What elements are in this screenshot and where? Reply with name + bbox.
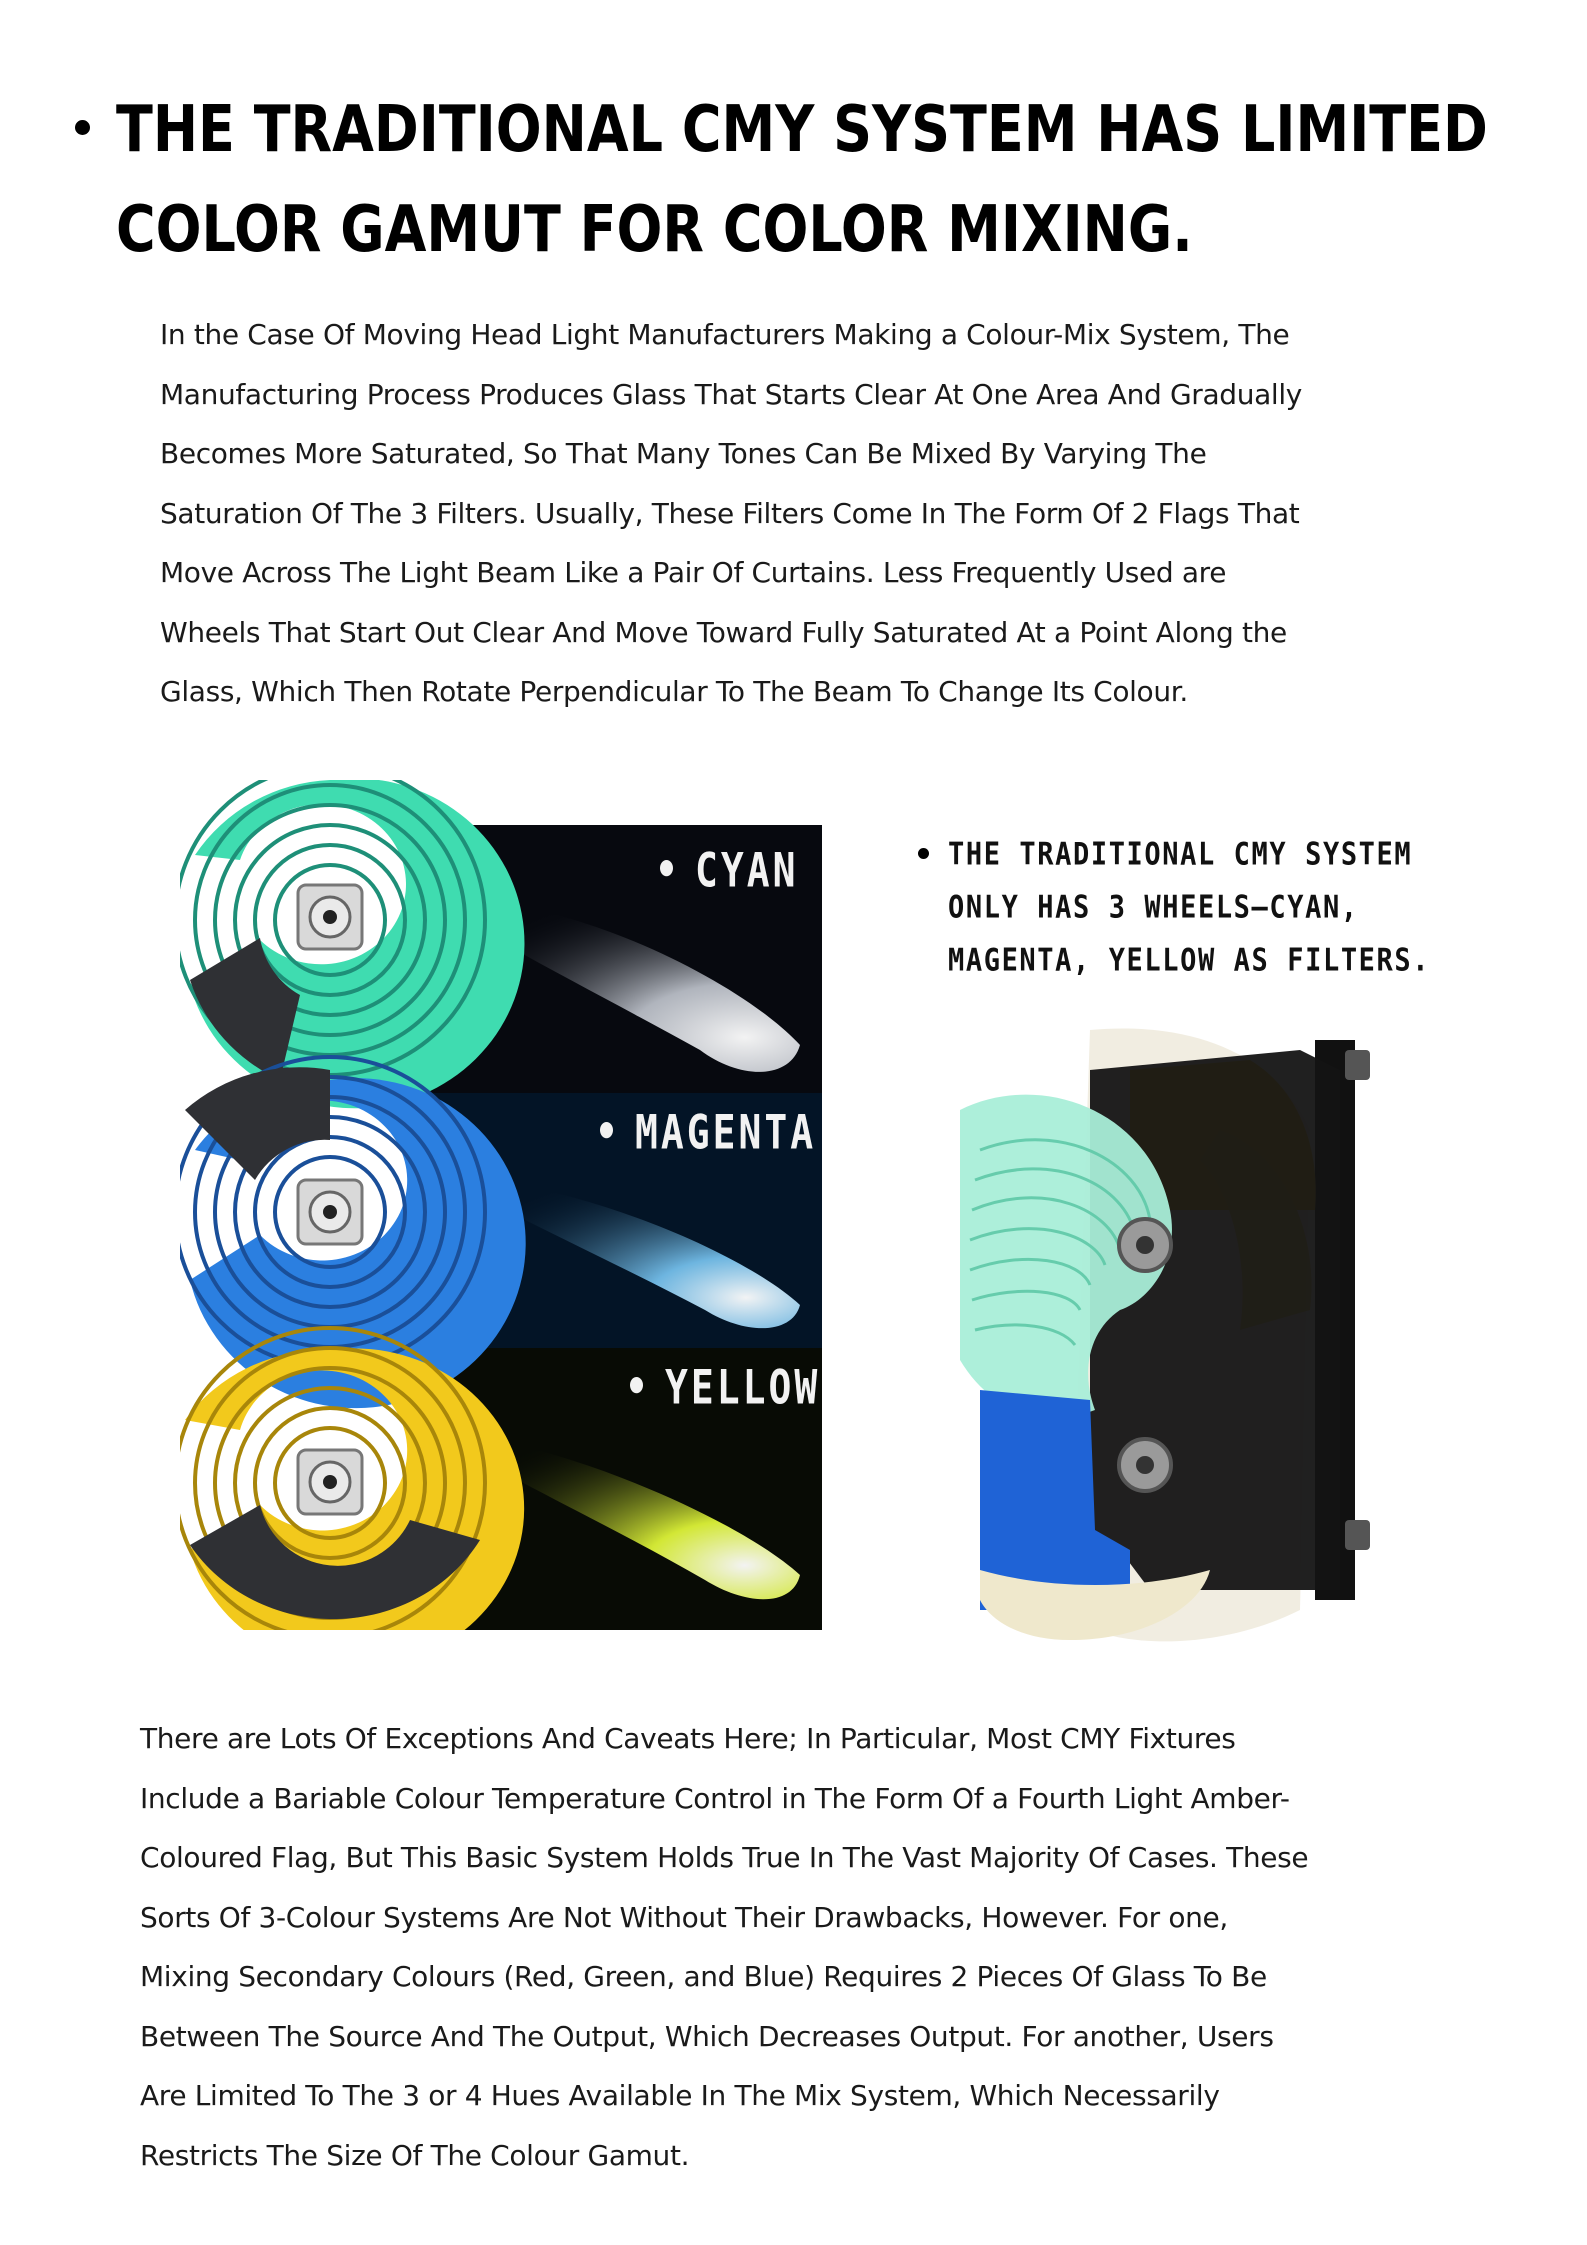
heading-line-2: COLOR GAMUT FOR COLOR MIXING. <box>116 192 1193 267</box>
side-note-line-1: THE TRADITIONAL CMY SYSTEM <box>948 836 1413 873</box>
page-heading <box>70 80 1488 280</box>
caveats-paragraph <box>140 1709 1308 2185</box>
paragraph-line: Sorts Of 3-Colour Systems Are Not Without Their Drawbacks, However. For one, <box>140 1900 1228 1934</box>
paragraph-line: There are Lots Of Exceptions And Caveats Here; In Particular, Most CMY Fixtures <box>140 1722 1236 1755</box>
thumbscrew-bottom <box>1345 1520 1370 1550</box>
thumbscrew-top <box>1345 1050 1370 1080</box>
bullet-dot <box>75 120 90 135</box>
cmy-wheels-figure <box>180 780 830 1630</box>
side-note-line-2: ONLY HAS 3 WHEELS—CYAN, <box>948 889 1359 926</box>
side-note-line-3: MAGENTA, YELLOW AS FILTERS. <box>948 942 1431 979</box>
heading-line-1: THE TRADITIONAL CMY SYSTEM HAS LIMITED <box>116 92 1488 167</box>
paragraph-line: Are Limited To The 3 or 4 Hues Available In The Mix System, Which Necessarily <box>140 2079 1220 2112</box>
label-yellow-text: YELLOW <box>665 1359 821 1415</box>
label-magenta <box>600 1105 816 1160</box>
side-note <box>918 828 1438 987</box>
wheels-illustration <box>180 780 830 1630</box>
label-cyan <box>660 843 799 898</box>
paragraph-line: Coloured Flag, But This Basic System Holds True In The Vast Majority Of Cases. These <box>140 1841 1309 1874</box>
label-yellow <box>630 1360 820 1415</box>
cmy-module-illustration <box>920 1010 1420 1650</box>
cmy-module-photo <box>920 1010 1420 1650</box>
paragraph-line: Saturation Of The 3 Filters. Usually, These Filters Come In The Form Of 2 Flags That <box>160 496 1300 530</box>
paragraph-line: Include a Bariable Colour Temperature Control in The Form Of a Fourth Light Amber- <box>140 1781 1290 1815</box>
label-dot <box>600 1122 613 1138</box>
paragraph-line: Mixing Secondary Colours (Red, Green, and Blue) Requires 2 Pieces Of Glass To Be <box>140 1960 1267 1993</box>
paragraph-line: Manufacturing Process Produces Glass That Starts Clear At One Area And Gradually <box>160 377 1302 411</box>
paragraph-line: Move Across The Light Beam Like a Pair Of Curtains. Less Frequently Used are <box>160 556 1227 589</box>
bullet-dot <box>918 848 929 859</box>
paragraph-line: Glass, Which Then Rotate Perpendicular To The Beam To Change Its Colour. <box>160 675 1188 708</box>
paragraph-line: Between The Source And The Output, Which Decreases Output. For another, Users <box>140 2019 1274 2053</box>
label-dot <box>660 860 673 876</box>
paragraph-line: In the Case Of Moving Head Light Manufacturers Making a Colour-Mix System, The <box>160 318 1290 351</box>
label-dot <box>630 1377 643 1393</box>
paragraph-line: Becomes More Saturated, So That Many Tones Can Be Mixed By Varying The <box>160 437 1207 470</box>
paragraph-line: Restricts The Size Of The Colour Gamut. <box>140 2138 690 2172</box>
intro-paragraph <box>160 305 1302 722</box>
paragraph-line: Wheels That Start Out Clear And Move Toward Fully Saturated At a Point Along the <box>160 615 1287 649</box>
label-cyan-text: CYAN <box>695 842 799 898</box>
label-magenta-text: MAGENTA <box>635 1104 817 1160</box>
